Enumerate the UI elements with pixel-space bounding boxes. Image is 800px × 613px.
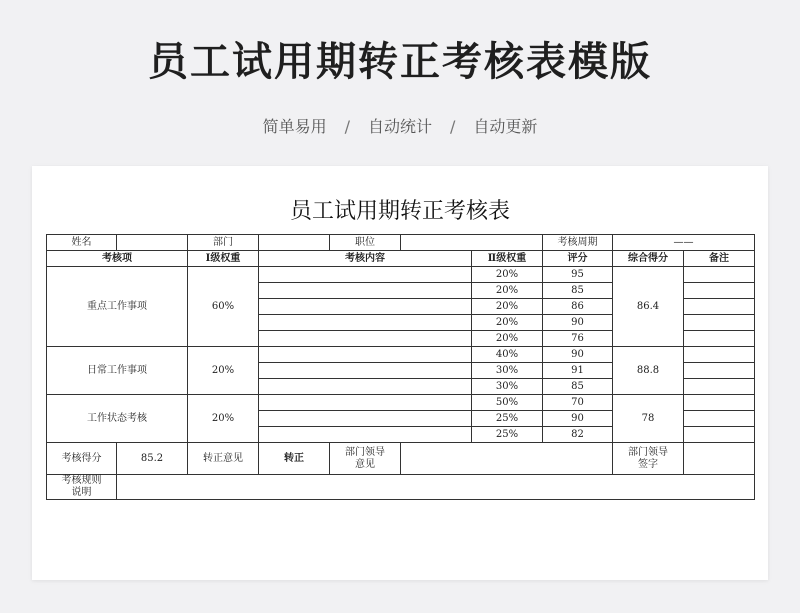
level2-weight: 20% (472, 267, 543, 283)
level2-weight: 50% (472, 395, 543, 411)
group-name: 重点工作事项 (47, 267, 188, 347)
sheet-title: 员工试用期转正考核表 (289, 199, 510, 224)
group-weight: 20% (188, 395, 259, 443)
position-value[interactable] (401, 235, 543, 251)
score-cell[interactable]: 76 (543, 331, 613, 347)
period-value[interactable]: —— (613, 235, 755, 251)
col-score: 评分 (543, 251, 613, 267)
table-row (47, 267, 755, 283)
content-cell[interactable] (259, 315, 472, 331)
tag-auto-stats: 自动统计 (367, 117, 432, 136)
level2-weight: 25% (472, 411, 543, 427)
group-total: 88.8 (613, 347, 684, 395)
group-name: 日常工作事项 (47, 347, 188, 395)
score-cell[interactable]: 85 (543, 283, 613, 299)
content-cell[interactable] (259, 379, 472, 395)
note-cell[interactable] (684, 331, 755, 347)
leader-sign-text: 部门领导 签字 (628, 446, 668, 470)
note-cell[interactable] (684, 315, 755, 331)
level2-weight: 25% (472, 427, 543, 443)
result-row (47, 443, 755, 475)
note-cell[interactable] (684, 267, 755, 283)
table-row (47, 347, 755, 363)
assessment-table (46, 234, 755, 500)
leader-sign-label (613, 443, 684, 475)
score-cell[interactable]: 86 (543, 299, 613, 315)
tag-separator: / (450, 117, 456, 136)
table-footer (47, 443, 755, 500)
col-level1: Ⅰ级权重 (188, 251, 259, 267)
content-cell[interactable] (259, 411, 472, 427)
group-weight: 20% (188, 347, 259, 395)
leader-opinion-label (330, 443, 401, 475)
feature-tags (0, 114, 800, 137)
leader-sign-value[interactable] (684, 443, 755, 475)
group-name: 工作状态考核 (47, 395, 188, 443)
level2-weight: 20% (472, 315, 543, 331)
level2-weight: 20% (472, 283, 543, 299)
note-cell[interactable] (684, 395, 755, 411)
rules-label (47, 475, 117, 500)
note-cell[interactable] (684, 427, 755, 443)
opinion-value[interactable]: 转正 (259, 443, 330, 475)
score-value: 85.2 (117, 443, 188, 475)
score-label: 考核得分 (47, 443, 117, 475)
name-value[interactable] (117, 235, 188, 251)
sheet-preview (32, 166, 768, 580)
level2-weight: 30% (472, 363, 543, 379)
col-item: 考核项 (47, 251, 188, 267)
info-row (47, 235, 755, 251)
col-level2: Ⅱ级权重 (472, 251, 543, 267)
level2-weight: 20% (472, 331, 543, 347)
content-cell[interactable] (259, 267, 472, 283)
leader-opinion-value[interactable] (401, 443, 613, 475)
position-label: 职位 (330, 235, 401, 251)
col-content: 考核内容 (259, 251, 472, 267)
note-cell[interactable] (684, 299, 755, 315)
dept-value[interactable] (259, 235, 330, 251)
note-cell[interactable] (684, 347, 755, 363)
content-cell[interactable] (259, 363, 472, 379)
col-note: 备注 (684, 251, 755, 267)
score-cell[interactable]: 90 (543, 315, 613, 331)
table-row (47, 395, 755, 411)
score-cell[interactable]: 91 (543, 363, 613, 379)
content-cell[interactable] (259, 331, 472, 347)
dept-label: 部门 (188, 235, 259, 251)
group-weight: 60% (188, 267, 259, 347)
page-title: 员工试用期转正考核表模版 (148, 39, 652, 85)
rules-value[interactable] (117, 475, 755, 500)
column-header-row (47, 251, 755, 267)
score-cell[interactable]: 90 (543, 347, 613, 363)
score-cell[interactable]: 82 (543, 427, 613, 443)
score-cell[interactable]: 90 (543, 411, 613, 427)
period-label: 考核周期 (543, 235, 613, 251)
note-cell[interactable] (684, 283, 755, 299)
note-cell[interactable] (684, 363, 755, 379)
note-cell[interactable] (684, 379, 755, 395)
tag-easy: 简单易用 (262, 117, 327, 136)
name-label: 姓名 (47, 235, 117, 251)
group-total: 78 (613, 395, 684, 443)
table-body (47, 235, 755, 443)
note-cell[interactable] (684, 411, 755, 427)
leader-opinion-text: 部门领导 意见 (345, 446, 385, 470)
level2-weight: 30% (472, 379, 543, 395)
level2-weight: 20% (472, 299, 543, 315)
content-cell[interactable] (259, 427, 472, 443)
content-cell[interactable] (259, 347, 472, 363)
opinion-label: 转正意见 (188, 443, 259, 475)
rules-row (47, 475, 755, 500)
score-cell[interactable]: 85 (543, 379, 613, 395)
level2-weight: 40% (472, 347, 543, 363)
content-cell[interactable] (259, 395, 472, 411)
rules-label-text: 考核规则 说明 (61, 475, 102, 498)
content-cell[interactable] (259, 283, 472, 299)
tag-separator: / (344, 117, 350, 136)
col-total: 综合得分 (613, 251, 684, 267)
group-total: 86.4 (613, 267, 684, 347)
tag-auto-update: 自动更新 (473, 117, 538, 136)
score-cell[interactable]: 70 (543, 395, 613, 411)
score-cell[interactable]: 95 (543, 267, 613, 283)
content-cell[interactable] (259, 299, 472, 315)
